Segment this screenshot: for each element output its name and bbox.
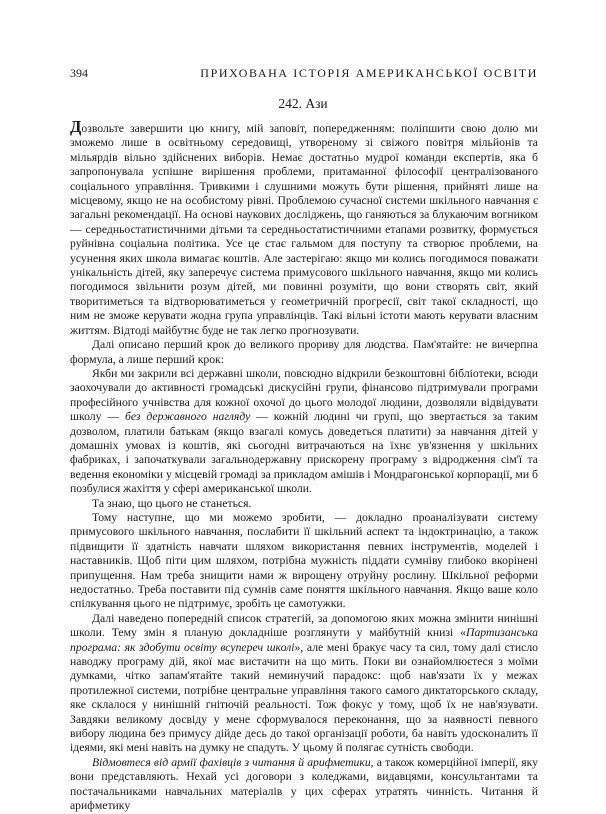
paragraph-text: », але мені бракує часу та сил, тому далі стисло наводжу програму дій, якої має вистачити на що мить. Поки ви ознайомлюєтеся з моїми думками, чітко запам'ятайте такий неминучий парадокс: щоб нав'язати їх у межах протилежної системи, потрібне центральне управління такого самого диктаторського складу, яке склалося у нинішній гнітючій реальності. Тож фокус у тому, щоб їх не нав'язувати. Завдяки великому досвіду у мене сформувалося переконання, що за наявності певного вибору людина без примусу дійде десь до такої організації роботи, ба навіть удосконалить її ідеями, які мені навіть на думку не спадуть. У цьому й полягає сутність свободи. — [70, 640, 539, 755]
paragraph-text: , а також комерційної імперії, яку вони представляють. Нехай усі договори з коледжами, видавцями, консультантами та постачальниками навчальних матеріалів у цих сферах утратять чинність. Читання й арифметику — [70, 755, 538, 813]
paragraph-text: озвольте завершити цю книгу, мій заповіт, попередженням: поліпшити свою долю ми зможемо лише в освітньому середовищі, утвореному зі свіжого повітря мільйонів та мільярдів вільно здійснених виборів. Немає достатньо мудрої команди експертів, яка б запропонувала успішне вирішення проблеми, притаманної філософії централізованого соціального управління. Тривкими і слушними можуть бути рішення, прийняті лише на місцевому, якщо не на особистому рівні. Проблемою сучасної системи шкільного навчання є загальні рекомендації. На основі наукових досліджень, що ганяються за блукаючим вогником — середньостатистичними дітьми та середньостатистичними етапами розвитку, формується руйнівна соціальна політика. Усе це стає гальмом для поступу та створює проблеми, на усунення яких школа вимагає коштів. Але застерігаю: якщо ми колись погодимося поважати унікальність дітей, яку заперечує система примусового шкільного навчання, якщо ми колись погодимося звільнити розум дітей, ми повинні розуміти, що вони створять світ, який творитиметься та відтворюватиметься у геометричній прогресії, світ такої складності, що ним не зможе керувати жодна група управлінців. Такі вільні істоти мають керувати власним життям. Відтоді майбутнє буде не так легко прогнозувати. — [70, 122, 538, 337]
drop-cap: Д — [70, 117, 82, 136]
paragraph-next-steps: Тому наступне, що ми можемо зробити, — докладно проаналізувати систему примусового шкільного навчання, послабити її шкільний аспект та індоктринацію, а також підвищити її здатність навчати шляхом використання певних інструментів, моделей і наставників. Щоб піти цим шляхом, потрібна мужність піддати сумніву глибоко вкорінені припущення. Нам треба знищити нами ж вирощену отруйну рослину. Шкільної реформи недостатньо. Треба поставити під сумнів саме поняття шкільного навчання. Якщо ваше коло спілкування цього не підтримує, зробіть це самотужки. — [70, 510, 538, 611]
paragraph-strategies — [70, 612, 538, 756]
paragraph-first-step: Далі описано перший крок до великого прориву для людства. Пам'ятайте: не вичерпна формула, а лише перший крок: — [70, 338, 538, 366]
paragraph-opening — [70, 117, 538, 338]
italic-phrase: без державного нагляду — [124, 410, 251, 424]
running-title: ПРИХОВАНА ІСТОРІЯ АМЕРИКАНСЬКОЇ ОСВІТИ — [200, 66, 538, 80]
page-header — [70, 66, 538, 82]
section-heading: 242. Ази — [278, 96, 328, 111]
body-text — [70, 117, 539, 814]
paragraph-text: — кожній людині чи групі, що звертається за таким дозволом, платили батькам (якщо взагалі комусь доведеться платити) за навчання дітей у домашніх умовах із коштів, які сьогодні витрачаються на їхнє ув'язнення у шкільних фабриках, і започаткували загальнодержавну прискорену програму з відродження сім'ї та ведення економіки у місцевій громаді за прикладом амішів і Мондрагонської корпорації, ми б позбулися жахіття у сфері американської школи. — [70, 410, 539, 496]
book-title-italic: Партизанська програма: як здобути освіту всупереч школі — [70, 626, 538, 654]
paragraph-reading-arithmetic — [70, 756, 538, 814]
paragraph-proposal — [70, 367, 538, 497]
paragraph-short: Та знаю, що цього не станеться. — [92, 496, 252, 510]
italic-phrase: Відмовтеся від армії фахівців з читання й арифметики — [92, 755, 371, 769]
paragraph-text: Далі наведено попередній список стратегій, за допомогою яких можна змінити нинішні школи. Тему змін я планую докладніше розглянути у майбутній книзі « — [70, 611, 538, 640]
page-number: 394 — [70, 66, 88, 80]
paragraph-text: Якби ми закрили всі державні школи, повсюдно відкрили безкоштовні бібліотеки, всюди заохочували до активності громадські дискусійні групи, фінансово підтримували програми професійного учнівства для кожної охочої до цього молодої людини, дозволяли відвідувати школу — — [70, 366, 538, 424]
